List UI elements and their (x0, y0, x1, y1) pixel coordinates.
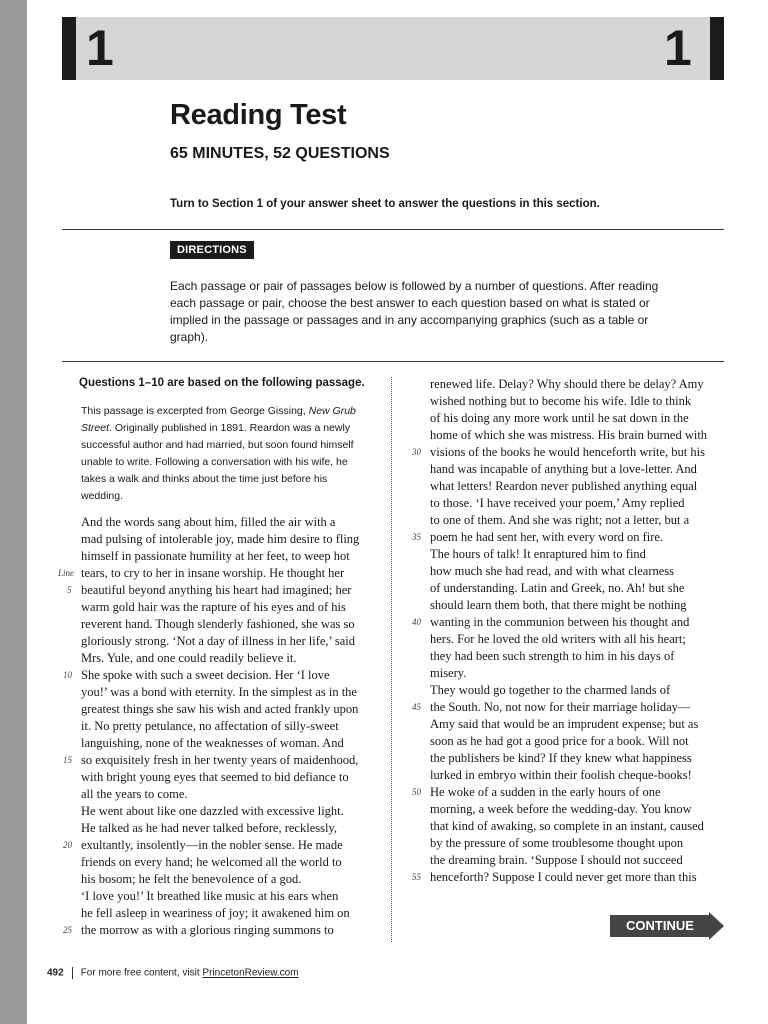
page-footer (47, 967, 299, 979)
line-number: 50 (412, 787, 421, 797)
line-number: 45 (412, 702, 421, 712)
passage-line: beautiful beyond anything his heart had imagined; her (81, 583, 352, 597)
passage-line: He woke of a sudden in the early hours of one (430, 785, 661, 799)
passage-line: poem he had sent her, with every word on fire. (430, 530, 664, 544)
passage-line: home of which she was mistress. His brain burned with (430, 428, 708, 442)
passage-line: morning, a week before the wedding-day. You know (430, 802, 692, 816)
passage-line: Mrs. Yule, and one could readily believe it. (81, 651, 297, 665)
left-margin-bar (0, 0, 27, 1024)
passage-line: visions of the books he would henceforth write, but his (430, 445, 705, 459)
passage-line: it. No pretty petulance, no affectation of silly-sweet (81, 719, 339, 733)
passage-line: greatest things she saw his wish and acted frankly upon (81, 702, 359, 716)
passage-line: with bright young eyes that seemed to bid defiance to (81, 770, 349, 784)
page-subtitle: 65 MINUTES, 52 QUESTIONS (170, 145, 390, 162)
passage-column-1 (81, 514, 359, 939)
passage-line: his bosom; he felt the benevolence of a god. (81, 872, 302, 886)
section-header-band (62, 17, 724, 80)
passage-line: they had been such strength to him in his days of (430, 649, 675, 663)
footer-text: For more free content, visit (80, 967, 203, 979)
passage-line: what letters! Reardon never published anything equal (430, 479, 698, 493)
passage-line: ‘I love you!’ It breathed like music at his ears when (81, 889, 339, 903)
passage-line: He talked as he had never talked before, recklessly, (81, 821, 338, 835)
section-marker-right (710, 17, 724, 80)
line-number: 40 (412, 617, 421, 627)
column-divider (391, 377, 392, 942)
passage-line: to one of them. And she was right; not a letter, but a (430, 513, 690, 527)
section-number-left: 1 (86, 20, 114, 76)
passage-line: to those. ‘I have received your poem,’ Amy replied (430, 496, 685, 510)
passage-line: gloriously strong. ‘Not a day of illness in her life,’ said (81, 634, 356, 648)
passage-line: renewed life. Delay? Why should there be delay? Amy (430, 377, 704, 391)
passage-line: wished nothing but to become his wife. Idle to think (430, 394, 692, 408)
passage-line: the morrow as with a glorious ringing summons to (81, 923, 334, 937)
passage-line: exultantly, insolently—in the nobler sense. He made (81, 838, 343, 852)
passage-line: the publishers be kind? If they knew what happiness (430, 751, 692, 765)
passage-line: wanting in the communion between his thought and (430, 615, 690, 629)
passage-line: of understanding. Latin and Greek, no. Ah! but she (430, 581, 685, 595)
passage-line: himself in passionate humility at her feet, to weep hot (81, 549, 350, 563)
questions-heading: Questions 1–10 are based on the following passage. (79, 377, 365, 389)
line-number: 15 (63, 755, 72, 765)
intro-text-2: . Originally published in 1891. Reardon was a newly successful author and had married, but soon found himself unable to write. Following a conversation with his wife, he takes a walk and thinks about the time just before his wedding. (81, 422, 354, 502)
passage-line: the dreaming brain. ‘Suppose I should not succeed (430, 853, 683, 867)
passage-column-2 (430, 376, 707, 886)
page-number: 492 (47, 967, 64, 979)
passage-line: should learn them both, that there might be nothing (430, 598, 687, 612)
line-number: 10 (63, 670, 72, 680)
line-label: Line (58, 568, 75, 578)
passage-intro (81, 403, 371, 505)
passage-line: She spoke with such a sweet decision. Her ‘I love (81, 668, 330, 682)
passage-line: so exquisitely fresh in her twenty years of maidenhood, (81, 753, 359, 767)
passage-line: languishing, none of the weaknesses of woman. And (81, 736, 344, 750)
divider-rule-bottom (62, 361, 724, 362)
section-number-right: 1 (664, 20, 692, 76)
line-number: 30 (412, 447, 421, 457)
passage-line: of his doing any more work until he sat down in the (430, 411, 689, 425)
passage-line: lurked in embryo within their foolish cheque-books! (430, 768, 692, 782)
passage-line: you!’ was a bond with eternity. In the simplest as in the (81, 685, 357, 699)
passage-line: how much she had read, and with what clearness (430, 564, 675, 578)
passage-line: mad pulsing of intolerable joy, made him desire to fling (81, 532, 360, 546)
directions-label: DIRECTIONS (170, 241, 254, 259)
intro-text-1: This passage is excerpted from George Gissing, (81, 405, 309, 417)
passage-line: he fell asleep in weariness of joy; it awakened him on (81, 906, 350, 920)
line-number: 20 (63, 840, 72, 850)
passage-line: Amy said that would be an imprudent expense; but as (430, 717, 699, 731)
line-number: 5 (67, 585, 72, 595)
passage-line: hers. For he loved the old writers with all his heart; (430, 632, 686, 646)
line-number: 35 (412, 532, 421, 542)
passage-line: They would go together to the charmed lands of (430, 683, 671, 697)
passage-line: by the pressure of some troublesome thought upon (430, 836, 684, 850)
passage-line: friends on every hand; he welcomed all the world to (81, 855, 342, 869)
section-instruction: Turn to Section 1 of your answer sheet to answer the questions in this section. (170, 198, 600, 210)
passage-line: soon as he had got a good price for a book. Will not (430, 734, 689, 748)
directions-text: Each passage or pair of passages below is followed by a number of questions. After reading each passage or pair, choose the best answer to each question based on what is stated or implied in the passage or passages and in any accompanying graphics (such as a table or graph). (170, 279, 659, 344)
divider-rule-top (62, 229, 724, 230)
passage-line: hand was incapable of anything but a love-letter. And (430, 462, 697, 476)
footer-separator (72, 967, 73, 979)
passage-line: And the words sang about him, filled the air with a (81, 515, 336, 529)
line-number: 25 (63, 925, 72, 935)
passage-line: the South. No, not now for their marriage holiday— (430, 700, 691, 714)
footer-link[interactable]: PrincetonReview.com (202, 967, 299, 979)
line-number: 55 (412, 872, 421, 882)
arrow-right-icon (709, 912, 724, 940)
continue-label: CONTINUE (626, 918, 694, 933)
passage-line: reverent hand. Though slenderly fashioned, she was so (81, 617, 355, 631)
continue-button[interactable] (610, 912, 724, 940)
passage-line: tears, to cry to her in insane worship. He thought her (81, 566, 345, 580)
section-marker-left (62, 17, 76, 80)
passage-line: warm gold hair was the rapture of his eyes and of his (81, 600, 346, 614)
intro-work-title: New Grub Street (81, 405, 356, 434)
passage-line: that kind of awaking, so complete in an instant, caused (430, 819, 704, 833)
page-title: Reading Test (170, 99, 347, 131)
passage-line: henceforth? Suppose I could never get more than this (430, 870, 697, 884)
passage-line: misery. (430, 666, 467, 680)
passage-line: The hours of talk! It enraptured him to find (430, 547, 646, 561)
passage-line: all the years to come. (81, 787, 188, 801)
passage-line: He went about like one dazzled with excessive light. (81, 804, 344, 818)
